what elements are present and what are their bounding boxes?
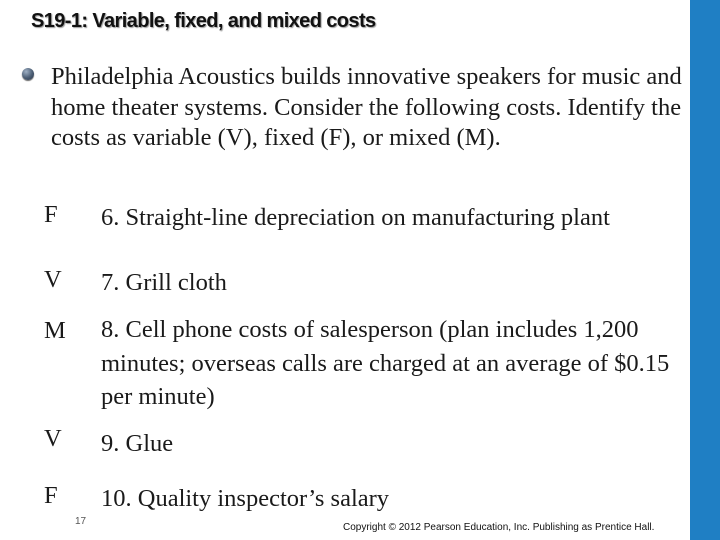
- answer-item-10: F: [44, 482, 58, 509]
- answer-item-7: V: [44, 266, 62, 293]
- intro-paragraph: Philadelphia Acoustics builds innovative speakers for music and home theater systems. Consider the following costs. Identify the costs as variable (V), fixed (F), or mixed (M).: [51, 63, 682, 151]
- cost-item-6: 6. Straight-line depreciation on manufacturing plant: [101, 204, 610, 231]
- answer-item-8: M: [44, 317, 66, 344]
- cost-item-7: 7. Grill cloth: [101, 269, 227, 296]
- page-number: 17: [75, 516, 87, 527]
- slide-title: S19-1: Variable, fixed, and mixed costs: [31, 10, 376, 32]
- cost-item-10: 10. Quality inspector’s salary: [101, 485, 390, 512]
- answer-item-6: F: [44, 201, 58, 228]
- accent-sidebar: [690, 0, 720, 540]
- cost-item-9: 9. Glue: [101, 430, 174, 457]
- round-bullet-icon: [22, 68, 34, 80]
- answer-item-9: V: [44, 425, 62, 452]
- cost-item-8: 8. Cell phone costs of salesperson (plan includes 1,200 minutes; overseas calls are charged at an average of $0.15 per minute): [101, 316, 670, 410]
- copyright-notice: Copyright © 2012 Pearson Education, Inc. Publishing as Prentice Hall.: [343, 522, 655, 533]
